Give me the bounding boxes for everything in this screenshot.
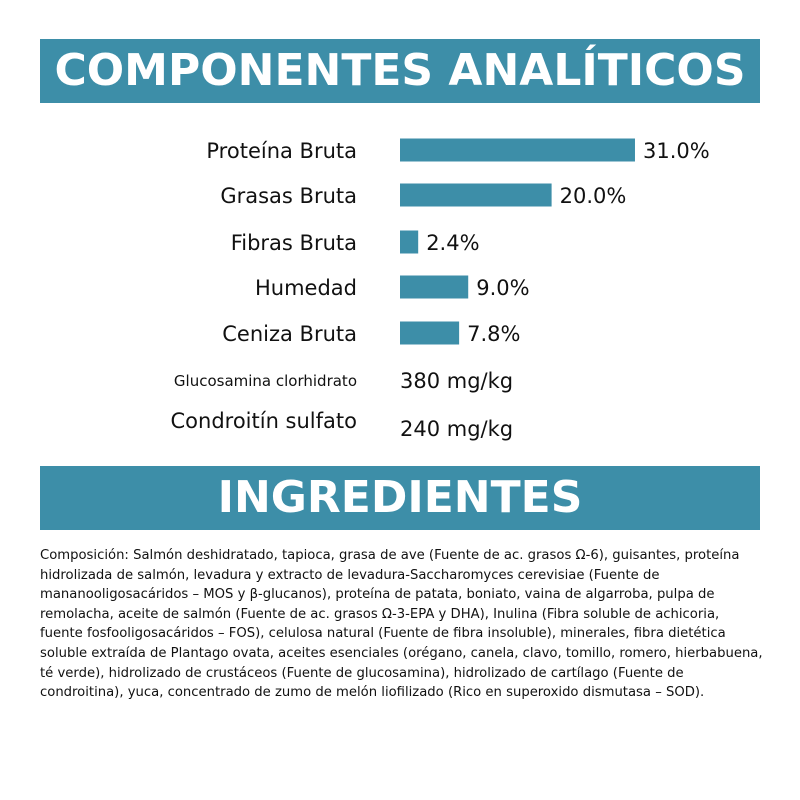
extra-component-label: Condroitín sulfato	[170, 409, 357, 433]
ingredients-title: INGREDIENTES	[217, 472, 583, 523]
bar	[400, 139, 635, 162]
value-label: 20.0%	[559, 184, 627, 208]
value-label: 9.0%	[476, 276, 530, 300]
analytics-title: COMPONENTES ANALÍTICOS	[54, 45, 746, 96]
category-label: Proteína Bruta	[206, 139, 357, 163]
bar	[400, 322, 459, 345]
category-label: Fibras Bruta	[230, 231, 357, 255]
category-label: Humedad	[254, 276, 357, 300]
category-label: Grasas Bruta	[220, 184, 357, 208]
extra-component-label: Glucosamina clorhidrato	[173, 372, 357, 390]
value-label: 2.4%	[426, 231, 480, 255]
bar	[400, 184, 552, 207]
composition-text: Composición: Salmón deshidratado, tapioca, grasa de ave (Fuente de ac. grasos Ω-6), guisantes, proteína hidrolizada de salmón, levadura y extracto de levadura-Saccharomyces cerevisiae (Fuente de mananooligosacáridos – MOS y β-glucanos), proteína de patata, boniato, vaina de algarroba, pulpa de remolacha, aceite de salmón (Fuente de ac. grasos Ω-3-EPA y DHA), Inulina (Fibra soluble de achicoria, fuente fosfooligosacáridos – FOS), celulosa natural (Fuente de fibra insoluble), minerales, fibra dietética soluble extraída de Plantago ovata, aceites esenciales (orégano, canela, clavo, tomillo, romero, hierbabuena, té verde), hidrolizado de crustáceos (Fuente de glucosamina), hidrolizado de cartílago (Fuente de condroitina), yuca, concentrado de zumo de melón liofilizado (Rico en superoxido dismutasa – SOD).	[40, 548, 763, 701]
value-label: 7.8%	[467, 322, 521, 346]
bar	[400, 231, 418, 254]
ingredients-header	[40, 466, 760, 530]
extra-component-value: 380 mg/kg	[400, 369, 514, 393]
category-label: Ceniza Bruta	[222, 322, 357, 346]
value-label: 31.0%	[642, 139, 710, 163]
bar	[400, 276, 468, 299]
extra-component-value: 240 mg/kg	[400, 417, 514, 441]
